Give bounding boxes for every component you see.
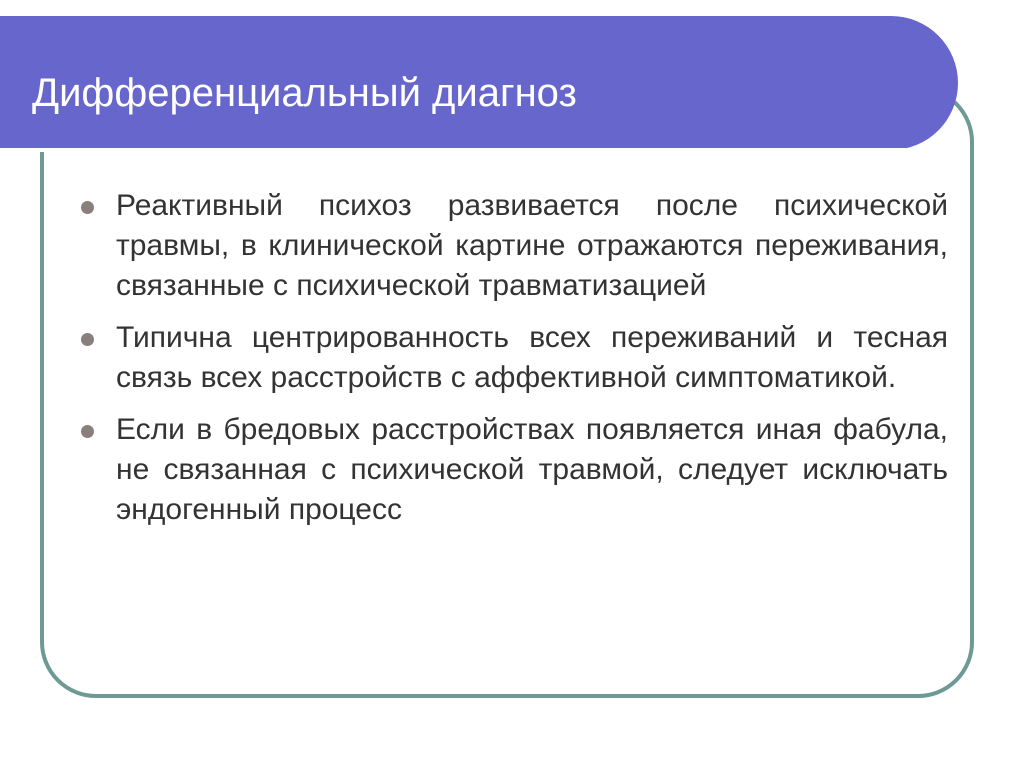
title-underline <box>0 148 906 152</box>
title-banner <box>0 16 958 150</box>
bullet-list <box>80 186 948 542</box>
bullet-dot-icon <box>81 201 94 214</box>
bullet-text: Реактивный психоз развивается после психической травмы, в клинической картине отражаются переживания, связанные с психической травматизацией <box>116 189 948 302</box>
bullet-dot-icon <box>81 425 94 438</box>
slide-title: Дифференциальный диагноз <box>32 71 577 115</box>
bullet-text: Типична центрированность всех переживаний и тесная связь всех расстройств с аффективной симптоматикой. <box>116 321 948 394</box>
bullet-text: Если в бредовых расстройствах появляется иная фабула, не связанная с психической травмой, следует исключать эндогенный процесс <box>116 413 948 526</box>
bullet-item <box>80 410 948 530</box>
bullet-item <box>80 318 948 398</box>
bullet-item <box>80 186 948 306</box>
bullet-dot-icon <box>81 333 94 346</box>
